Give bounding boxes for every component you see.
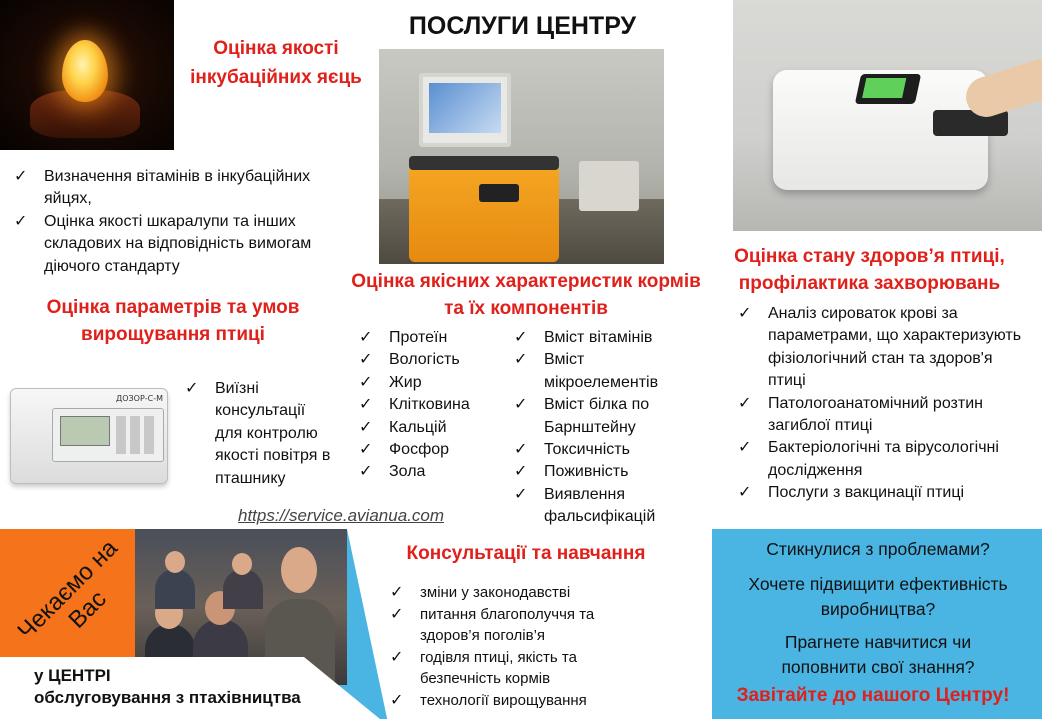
check-icon: ✓ bbox=[390, 584, 404, 601]
list-item: ✓ Визначення вітамінів в інкубаційних яйцях, bbox=[14, 168, 311, 208]
cta-question-1: Стикнулися з проблемами? bbox=[766, 539, 990, 559]
website-link[interactable]: https://service.avianua.com bbox=[238, 506, 444, 525]
list-item: ✓ Клітковина bbox=[359, 394, 509, 416]
check-icon: ✓ bbox=[14, 168, 28, 185]
check-icon: ✓ bbox=[14, 212, 28, 230]
list-item: ✓ Виявлення фальсифікацій bbox=[514, 485, 656, 526]
check-icon: ✓ bbox=[359, 441, 373, 459]
list-item: ✓ Вологість bbox=[359, 349, 509, 371]
check-icon: ✓ bbox=[738, 305, 752, 322]
growing-section-list bbox=[185, 378, 335, 490]
list-item: ✓ Аналіз сироваток крові за параметрами, що характеризують фізіологічний стан та здоров'я птиці bbox=[738, 305, 1022, 390]
cta-call: Завітайте до нашого Центру! bbox=[736, 685, 1010, 706]
check-icon: ✓ bbox=[514, 351, 528, 369]
check-icon: ✓ bbox=[359, 396, 373, 414]
check-icon: ✓ bbox=[359, 418, 373, 436]
check-icon: ✓ bbox=[359, 463, 373, 481]
check-icon: ✓ bbox=[738, 484, 752, 502]
list-item: ✓ Вміст білка по Барнштейну bbox=[514, 396, 650, 436]
cta-question-3: Прагнете навчитися чи поповнити свої знання? bbox=[781, 632, 975, 677]
check-icon: ✓ bbox=[359, 329, 373, 346]
list-item: ✓ зміни у законодавстві bbox=[390, 582, 710, 604]
check-icon: ✓ bbox=[390, 648, 404, 666]
list-item: ✓ Зола bbox=[359, 461, 509, 483]
consult-section-heading: Консультації та навчання bbox=[406, 543, 646, 564]
list-item: ✓ питання благополуччя та здоров’я поголів’я bbox=[390, 605, 595, 644]
check-icon: ✓ bbox=[359, 351, 373, 369]
egg-candling-photo bbox=[0, 0, 174, 150]
check-icon: ✓ bbox=[390, 605, 404, 623]
check-icon: ✓ bbox=[185, 380, 199, 397]
check-icon: ✓ bbox=[514, 329, 528, 346]
check-icon: ✓ bbox=[390, 691, 404, 709]
list-item: ✓ Виїзні консультації для контролю якості повітря в пташнику bbox=[185, 380, 331, 487]
list-item: ✓ Поживність bbox=[514, 461, 709, 483]
egg-section-heading: Оцінка якості інкубаційних яєць bbox=[190, 38, 362, 88]
check-icon: ✓ bbox=[514, 463, 528, 481]
check-icon: ✓ bbox=[359, 373, 373, 391]
welcome-text: Чекаємо на Вас bbox=[12, 534, 123, 645]
list-item: ✓ Вміст вітамінів bbox=[514, 327, 709, 349]
list-item: ✓ технології вирощування bbox=[390, 690, 710, 712]
feed-right-list bbox=[514, 327, 709, 529]
health-section-heading: Оцінка стану здоров’я птиці, профілактика захворювань bbox=[734, 246, 1005, 294]
feed-left-list bbox=[359, 327, 509, 484]
list-item: ✓ Фосфор bbox=[359, 439, 509, 461]
page-title: ПОСЛУГИ ЦЕНТРУ bbox=[408, 12, 637, 40]
check-icon: ✓ bbox=[514, 441, 528, 459]
feed-analyzer-photo bbox=[379, 49, 664, 264]
list-item: ✓ Бактеріологічні та вірусологічні дослідження bbox=[738, 439, 999, 479]
health-section-list bbox=[738, 303, 1028, 505]
growing-section-heading: Оцінка параметрів та умов вирощування птиці bbox=[46, 297, 300, 345]
cta-question-2: Хочете підвищити ефективність виробництва? bbox=[748, 574, 1008, 619]
list-item: ✓ годівля птиці, якість та безпечність кормів bbox=[390, 648, 577, 687]
check-icon: ✓ bbox=[738, 394, 752, 412]
list-item: ✓ Кальцій bbox=[359, 417, 509, 439]
check-icon: ✓ bbox=[514, 485, 528, 503]
list-item: ✓ Послуги з вакцинації птиці bbox=[738, 482, 1028, 504]
center-line1: у ЦЕНТРІ bbox=[34, 666, 111, 685]
check-icon: ✓ bbox=[514, 396, 528, 414]
egg-section-list bbox=[14, 166, 334, 278]
list-item: ✓ Вміст мікроелементів bbox=[514, 351, 659, 391]
list-item: ✓ Жир bbox=[359, 372, 509, 394]
device-label: ДОЗОР-С-М bbox=[116, 394, 164, 403]
center-line2: обслуговування з птахівництва bbox=[34, 688, 301, 707]
list-item: ✓ Токсичність bbox=[514, 439, 709, 461]
list-item: ✓ Оцінка якості шкаралупи та інших складових на відповідність вимогам діючого стандарту bbox=[14, 212, 312, 275]
air-quality-meter-photo bbox=[0, 358, 178, 506]
biochemistry-analyzer-photo bbox=[733, 0, 1042, 231]
check-icon: ✓ bbox=[738, 439, 752, 457]
consult-section-list bbox=[390, 582, 710, 711]
feed-section-heading: Оцінка якісних характеристик кормів та їх компонентів bbox=[351, 271, 701, 319]
list-item: ✓ Протеїн bbox=[359, 327, 509, 349]
list-item: ✓ Патологоанатомічний розтин загиблої птиці bbox=[738, 394, 983, 435]
